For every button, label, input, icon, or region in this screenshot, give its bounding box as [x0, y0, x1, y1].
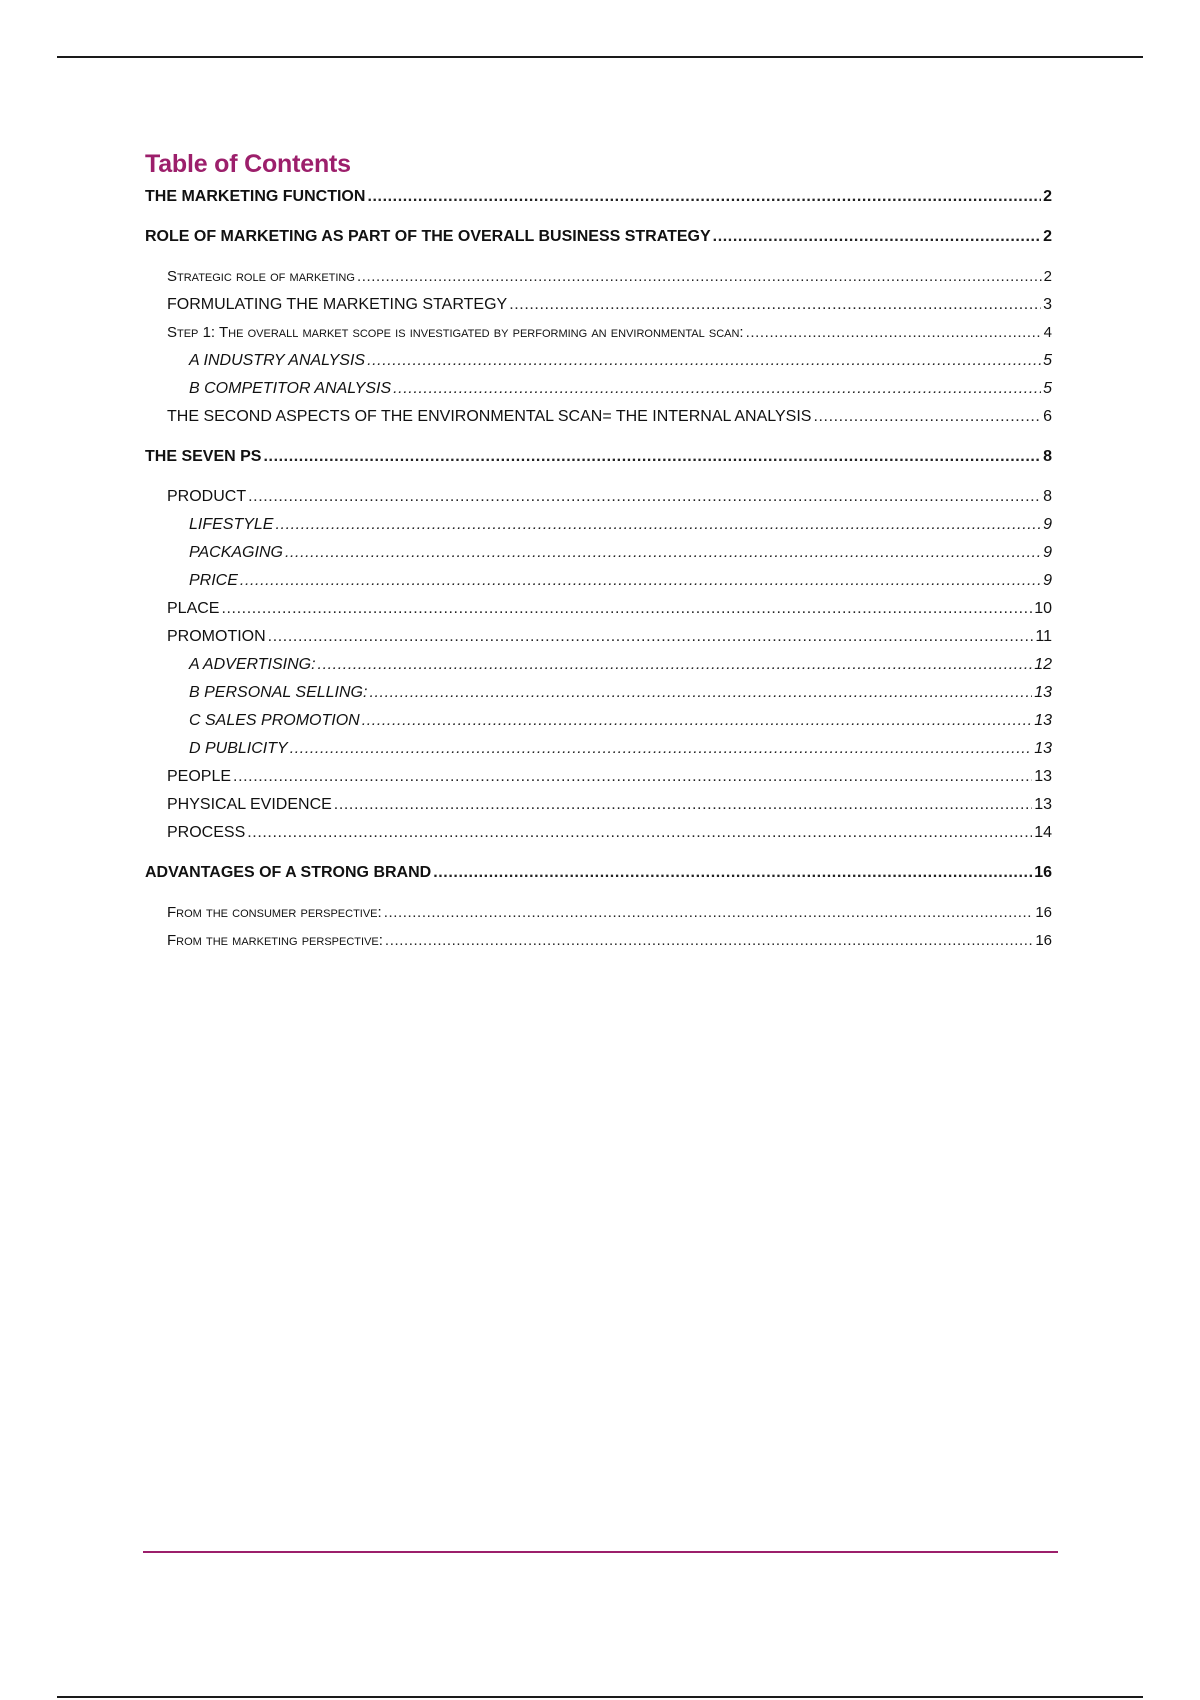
top-page-rule: [57, 56, 1143, 58]
toc-entry-page-number: 2: [1043, 188, 1052, 205]
toc-entry[interactable]: [145, 859, 1052, 887]
toc-dot-leader: [369, 679, 1032, 707]
toc-dot-leader: [263, 443, 1041, 471]
toc-dot-leader: [385, 927, 1033, 955]
toc-dot-leader: [713, 223, 1041, 251]
toc-entry-page-number: 16: [1035, 904, 1052, 921]
toc-entry-label: PRODUCT: [167, 488, 247, 505]
toc-entry-label: Step 1: The overall market scope is investigated by performing an environmental scan:: [167, 324, 744, 341]
footer-rule: [143, 1551, 1058, 1553]
toc-entry-label: PEOPLE: [167, 768, 232, 785]
toc-entry-page-number: 13: [1034, 740, 1052, 757]
toc-entry-page-number: 5: [1043, 352, 1052, 369]
toc-entry[interactable]: [145, 347, 1052, 375]
toc-entry-page-number: 16: [1035, 932, 1052, 949]
toc-entry[interactable]: [145, 263, 1052, 291]
toc-entry-page-number: 9: [1043, 572, 1052, 589]
toc-dot-leader: [509, 291, 1041, 319]
toc-entry[interactable]: [145, 539, 1052, 567]
toc-entry-label: From the marketing perspective:: [167, 932, 383, 949]
toc-entry-page-number: 8: [1043, 448, 1052, 465]
toc-entry-label: PROMOTION: [167, 628, 266, 645]
toc-entry[interactable]: [145, 511, 1052, 539]
toc-dot-leader: [268, 623, 1034, 651]
toc-entry-label: THE MARKETING FUNCTION: [145, 188, 366, 205]
toc-dot-leader: [275, 511, 1041, 539]
toc-entry-page-number: 2: [1043, 268, 1052, 285]
toc-entry-label: From the consumer perspective:: [167, 904, 382, 921]
toc-entry-label: ADVANTAGES OF A STRONG BRAND: [145, 864, 432, 881]
toc-dot-leader: [233, 763, 1032, 791]
toc-entry[interactable]: [145, 595, 1052, 623]
toc-entry-label: PRICE: [189, 572, 238, 589]
toc-dot-leader: [393, 375, 1041, 403]
toc-entry-label: B PERSONAL SELLING:: [189, 684, 368, 701]
toc-dot-leader: [384, 899, 1034, 927]
toc-entry-label: PACKAGING: [189, 544, 283, 561]
toc-entry[interactable]: [145, 735, 1052, 763]
toc-dot-leader: [285, 539, 1041, 567]
toc-dot-leader: [357, 263, 1042, 291]
toc-dot-leader: [433, 859, 1032, 887]
toc-entry-page-number: 9: [1043, 544, 1052, 561]
toc-dot-leader: [221, 595, 1032, 623]
toc-entry-label: PLACE: [167, 600, 220, 617]
toc-entry-page-number: 12: [1034, 656, 1052, 673]
toc-entry[interactable]: [145, 319, 1052, 347]
toc-entry-page-number: 16: [1034, 864, 1052, 881]
toc-dot-leader: [248, 483, 1041, 511]
toc-list: [145, 183, 1052, 955]
toc-entry-label: A INDUSTRY ANALYSIS: [189, 352, 366, 369]
toc-entry-page-number: 10: [1034, 600, 1052, 617]
toc-entry-label: B COMPETITOR ANALYSIS: [189, 380, 392, 397]
toc-entry-page-number: 8: [1043, 488, 1052, 505]
toc-dot-leader: [334, 791, 1032, 819]
toc-entry-page-number: 2: [1043, 228, 1052, 245]
toc-entry-label: THE SEVEN PS: [145, 448, 262, 465]
toc-entry-label: PROCESS: [167, 824, 246, 841]
toc-entry-page-number: 13: [1034, 768, 1052, 785]
toc-entry[interactable]: [145, 899, 1052, 927]
toc-dot-leader: [240, 567, 1041, 595]
toc-entry-label: PHYSICAL EVIDENCE: [167, 796, 332, 813]
toc-dot-leader: [247, 819, 1032, 847]
toc-entry-page-number: 9: [1043, 516, 1052, 533]
toc-entry-page-number: 14: [1034, 824, 1052, 841]
toc-entry-label: FORMULATING THE MARKETING STARTEGY: [167, 296, 508, 313]
toc-entry[interactable]: [145, 679, 1052, 707]
toc-page: [145, 145, 1052, 955]
toc-entry[interactable]: [145, 443, 1052, 471]
toc-entry[interactable]: [145, 819, 1052, 847]
toc-entry-label: THE SECOND ASPECTS OF THE ENVIRONMENTAL SCAN= THE INTERNAL ANALYSIS: [167, 408, 812, 425]
toc-entry[interactable]: [145, 623, 1052, 651]
toc-entry[interactable]: [145, 291, 1052, 319]
toc-entry[interactable]: [145, 567, 1052, 595]
toc-entry[interactable]: [145, 651, 1052, 679]
toc-entry[interactable]: [145, 375, 1052, 403]
toc-entry[interactable]: [145, 927, 1052, 955]
toc-dot-leader: [290, 735, 1033, 763]
toc-entry-page-number: 6: [1043, 408, 1052, 425]
toc-entry-label: C SALES PROMOTION: [189, 712, 360, 729]
toc-dot-leader: [318, 651, 1033, 679]
toc-dot-leader: [362, 707, 1033, 735]
toc-entry-page-number: 13: [1034, 796, 1052, 813]
toc-entry[interactable]: [145, 223, 1052, 251]
toc-entry-label: D PUBLICITY: [189, 740, 288, 757]
toc-entry[interactable]: [145, 403, 1052, 431]
toc-entry[interactable]: [145, 763, 1052, 791]
toc-entry-page-number: 13: [1034, 684, 1052, 701]
toc-entry-page-number: 5: [1043, 380, 1052, 397]
toc-dot-leader: [367, 183, 1041, 211]
toc-entry-label: LIFESTYLE: [189, 516, 274, 533]
toc-entry-label: Strategic role of marketing: [167, 268, 355, 285]
toc-entry-page-number: 13: [1034, 712, 1052, 729]
toc-heading: Table of Contents: [145, 150, 351, 178]
toc-entry[interactable]: [145, 707, 1052, 735]
toc-entry-label: ROLE OF MARKETING AS PART OF THE OVERALL BUSINESS STRATEGY: [145, 228, 711, 245]
toc-entry-label: A ADVERTISING:: [189, 656, 316, 673]
toc-entry-page-number: 4: [1043, 324, 1052, 341]
toc-entry-page-number: 3: [1043, 296, 1052, 313]
toc-entry[interactable]: [145, 483, 1052, 511]
toc-dot-leader: [813, 403, 1041, 431]
toc-dot-leader: [746, 319, 1042, 347]
bottom-page-rule: [57, 1696, 1143, 1698]
toc-dot-leader: [367, 347, 1041, 375]
toc-entry-page-number: 11: [1035, 628, 1052, 645]
toc-entry[interactable]: [145, 791, 1052, 819]
toc-entry[interactable]: [145, 183, 1052, 211]
